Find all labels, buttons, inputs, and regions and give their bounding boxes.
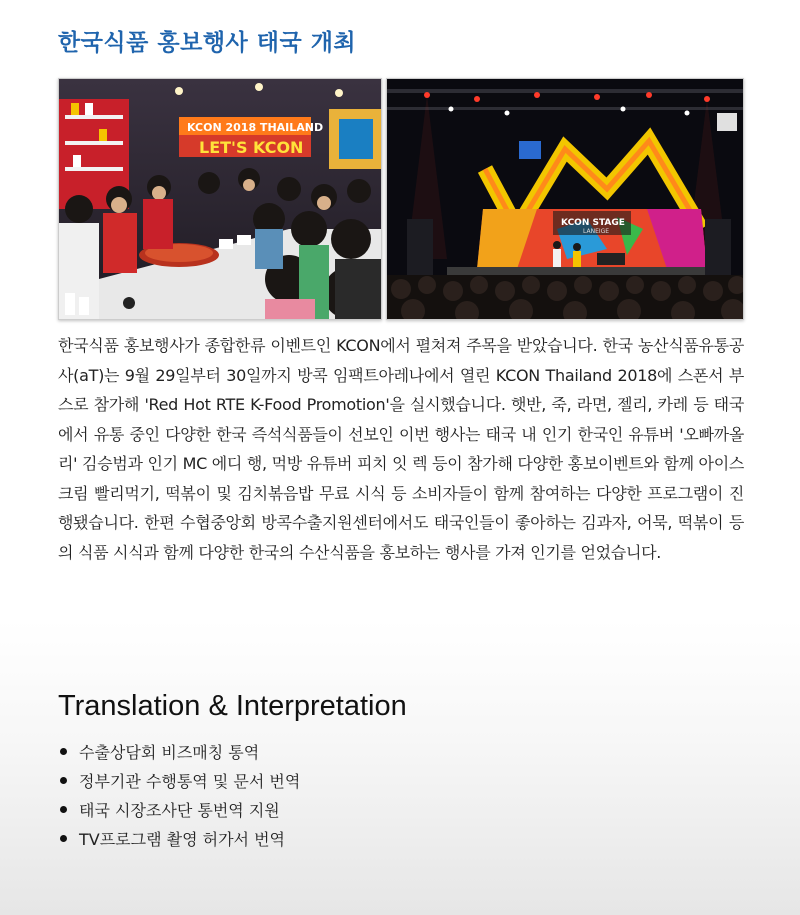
photo-gallery: [58, 78, 744, 318]
stage-subtitle-text: LANEIGE: [583, 228, 610, 235]
service-item: [58, 766, 300, 795]
kcon-booth-photo: [58, 78, 382, 320]
service-item: [58, 824, 300, 853]
booth-banner-text-2: LET'S KCON: [199, 138, 304, 157]
service-item-label: 수출상담회 비즈매칭 통역: [79, 743, 260, 762]
stage-title-text: KCON STAGE: [561, 218, 625, 228]
service-item-label: 정부기관 수행통역 및 문서 번역: [79, 772, 301, 791]
services-list: [58, 737, 300, 853]
bullet-icon: [60, 835, 67, 842]
kcon-stage-photo: [386, 78, 744, 320]
service-item: [58, 795, 300, 824]
booth-banner-text: KCON 2018 THAILAND: [187, 121, 324, 134]
bullet-icon: [60, 806, 67, 813]
kcon-booth-illustration: [59, 79, 381, 319]
service-item: [58, 737, 300, 766]
page-title: 한국식품 홍보행사 태국 개최: [58, 30, 357, 56]
service-item-label: 태국 시장조사단 통번역 지원: [79, 801, 280, 820]
service-item-label: TV프로그램 촬영 허가서 번역: [79, 830, 285, 849]
services-heading: Translation & Interpretation: [58, 690, 407, 722]
bullet-icon: [60, 777, 67, 784]
bullet-icon: [60, 748, 67, 755]
kcon-stage-illustration: [387, 79, 743, 319]
article-body: 한국식품 홍보행사가 종합한류 이벤트인 KCON에서 펼쳐져 주목을 받았습니다. 한국 농산식품유통공사(aT)는 9월 29일부터 30일까지 방콕 임팩트아레나에서 열린 KCON Thailand 2018에 스폰서 부스로 참가해 'Red Hot RTE K-Food Promotion'을 실시했습니다. 햇반, 죽, 라면, 젤리, 카레 등 태국에서 유통 중인 다양한 한국 즉석식품들이 선보인 이번 행사는 태국 내 인기 한국인 유튜버 '오빠까올리' 김승범과 인기 MC 에디 행, 먹방 유튜버 피치 잇 렉 등이 참가해 다양한 홍보이벤트와 함께 아이스크림 빨리먹기, 떡볶이 및 김치볶음밥 무료 시식 등 소비자들이 함께 참여하는 다양한 프로그램이 진행됐습니다. 한편 수협중앙회 방콕수출지원센터에서도 태국인들이 좋아하는 김과자, 어묵, 떡볶이 등의 식품 시식과 함께 다양한 한국의 수산식품을 홍보하는 행사를 가져 인기를 얻었습니다.: [58, 336, 744, 562]
